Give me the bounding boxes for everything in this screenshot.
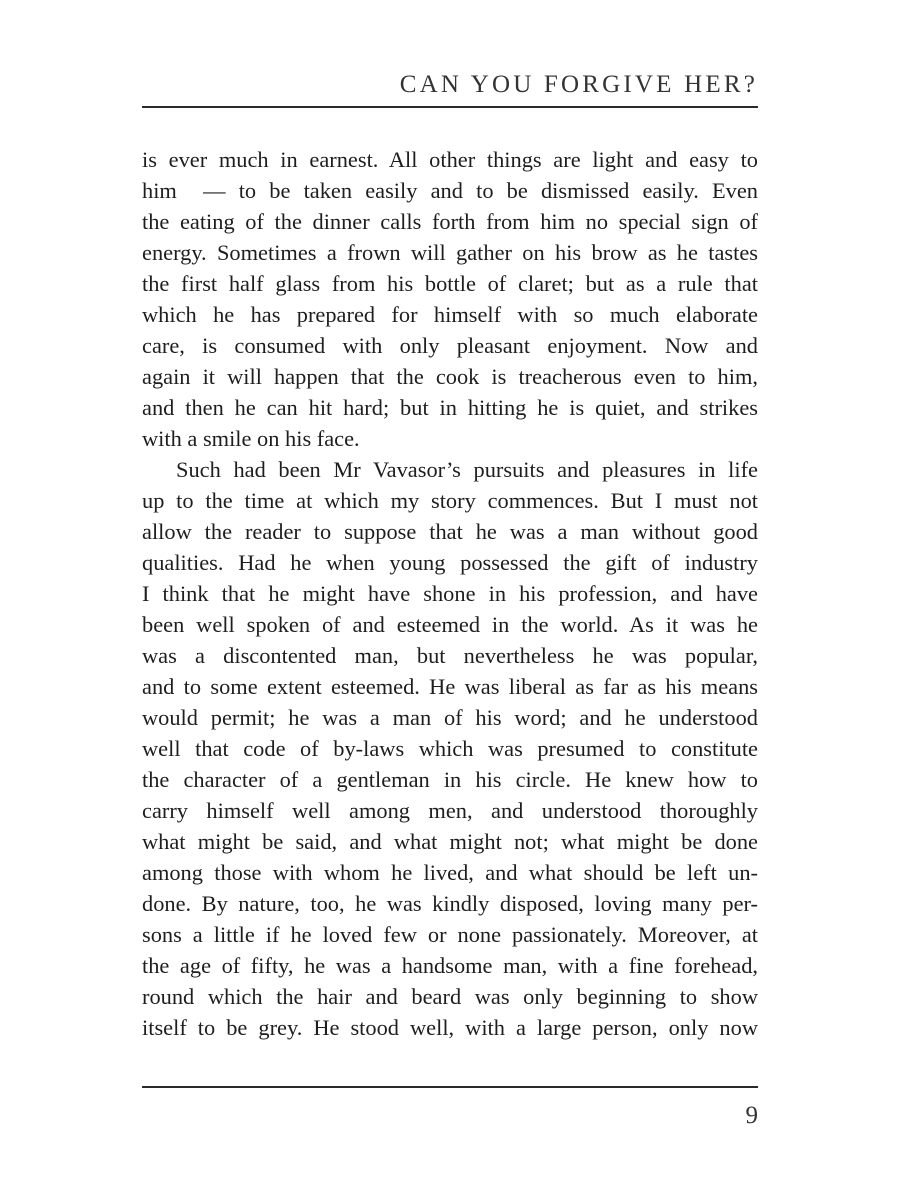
text-line: round which the hair and beard was only beginning to show bbox=[142, 984, 758, 1009]
text-line: itself to be grey. He stood well, with a large person, only now bbox=[142, 1015, 758, 1040]
text-line: him — to be taken easily and to be dismissed easily. Even bbox=[142, 178, 758, 203]
running-head-title: CAN YOU FORGIVE HER? bbox=[399, 71, 758, 98]
text-line: allow the reader to suppose that he was a man without good bbox=[142, 519, 758, 544]
paragraph-1 bbox=[142, 144, 758, 454]
text-line: well that code of by-laws which was presumed to constitute bbox=[142, 736, 758, 761]
text-line: qualities. Had he when young possessed the gift of industry bbox=[142, 550, 758, 575]
text-line: energy. Sometimes a frown will gather on his brow as he tastes bbox=[142, 240, 758, 265]
body-text bbox=[142, 144, 758, 1043]
text-line: the first half glass from his bottle of claret; but as a rule that bbox=[142, 271, 758, 296]
text-line: and to some extent esteemed. He was liberal as far as his means bbox=[142, 674, 758, 699]
text-line: among those with whom he lived, and what should be left un- bbox=[142, 860, 758, 885]
text-line: again it will happen that the cook is treacherous even to him, bbox=[142, 364, 758, 389]
text-line: up to the time at which my story commences. But I must not bbox=[142, 488, 758, 513]
text-line: which he has prepared for himself with so much elaborate bbox=[142, 302, 758, 327]
text-line: the age of fifty, he was a handsome man, with a fine forehead, bbox=[142, 953, 758, 978]
text-line: Such had been Mr Vavasor’s pursuits and pleasures in life bbox=[176, 457, 758, 482]
text-line: with a smile on his face. bbox=[142, 426, 360, 451]
header-rule bbox=[142, 106, 758, 108]
text-line: carry himself well among men, and understood thoroughly bbox=[142, 798, 758, 823]
text-line: been well spoken of and esteemed in the world. As it was he bbox=[142, 612, 758, 637]
footer-rule bbox=[142, 1086, 758, 1088]
text-line: sons a little if he loved few or none passionately. Moreover, at bbox=[142, 922, 758, 947]
text-line: is ever much in earnest. All other things are light and easy to bbox=[142, 147, 758, 172]
text-line: I think that he might have shone in his profession, and have bbox=[142, 581, 758, 606]
text-line: what might be said, and what might not; what might be done bbox=[142, 829, 758, 854]
text-line: done. By nature, too, he was kindly disposed, loving many per- bbox=[142, 891, 758, 916]
text-line: the character of a gentleman in his circle. He knew how to bbox=[142, 767, 758, 792]
paragraph-2 bbox=[142, 454, 758, 1043]
text-line: was a discontented man, but nevertheless he was popular, bbox=[142, 643, 758, 668]
text-line: would permit; he was a man of his word; and he understood bbox=[142, 705, 758, 730]
text-line: care, is consumed with only pleasant enjoyment. Now and bbox=[142, 333, 758, 358]
text-line: the eating of the dinner calls forth from him no special sign of bbox=[142, 209, 758, 234]
page-number: 9 bbox=[745, 1102, 758, 1129]
text-line: and then he can hit hard; but in hitting he is quiet, and strikes bbox=[142, 395, 758, 420]
